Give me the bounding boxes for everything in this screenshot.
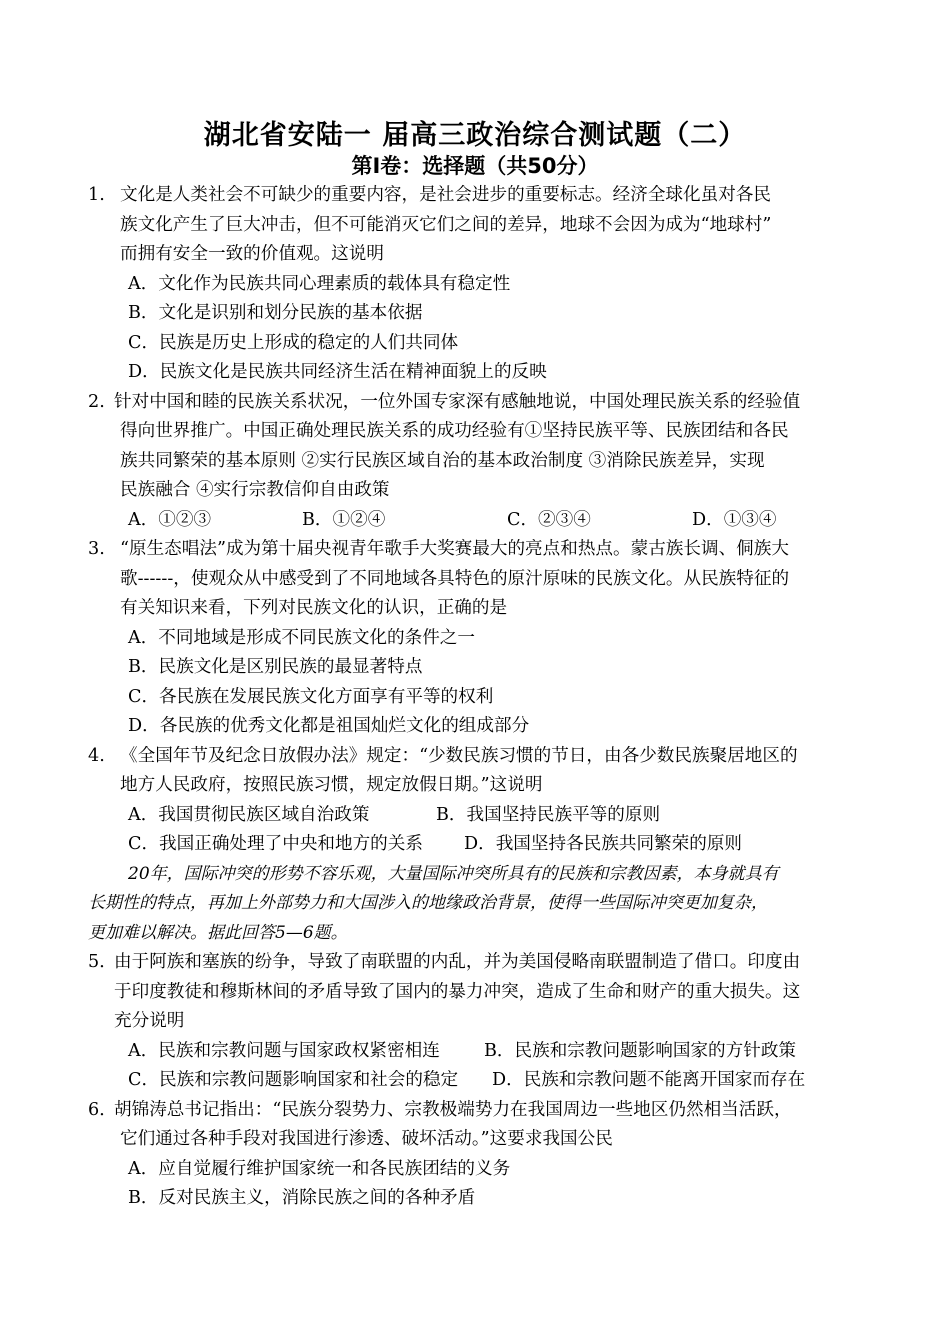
question-4-line-1 [0,742,950,772]
option-a: A．我国贯彻民族区域自治政策 [128,804,370,825]
passage-line-1 [0,860,950,890]
passage-text: 20年，国际冲突的形势不容乐观，大量国际冲突所具有的民族和宗教因素，本身就具有 [128,863,779,884]
question-5-options-row-1 [0,1037,950,1067]
question-1-option-d [0,358,950,388]
question-1-option-c [0,329,950,359]
question-number: 3. [88,539,105,559]
question-3-line-3 [0,594,950,624]
question-text: 得向世界推广。中国正确处理民族关系的成功经验有①坚持民族平等、民族团结和各民 [120,421,789,441]
passage-line-3 [0,919,950,949]
question-6-line-1 [0,1096,950,1126]
question-3-option-b [0,653,950,683]
question-1-line-2 [0,211,950,241]
question-1-option-b [0,299,950,329]
option-d: D．我国坚持各民族共同繁荣的原则 [464,834,743,854]
question-4-options-row-1 [0,801,950,831]
question-text: 民族融合 ④实行宗教信仰自由政策 [120,480,390,500]
question-text: 它们通过各种手段对我国进行渗透、破坏活动。”这要求我国公民 [120,1129,613,1149]
page-title: 湖北省安陆一 届高三政治综合测试题（二） [203,120,747,151]
question-6-option-a [0,1155,950,1185]
passage-text: 更加难以解决。据此回答5—6题。 [88,922,348,943]
question-text: 族文化产生了巨大冲击，但不可能消灭它们之间的差异，地球不会因为成为“地球村” [120,214,772,235]
question-text: 《全国年节及纪念日放假办法》规定：“少数民族习惯的节日，由各少数民族聚居地区的 [120,745,798,766]
passage-line-2 [0,889,950,919]
question-text: 有关知识来看，下列对民族文化的认识，正确的是 [120,598,508,618]
option-text: B．民族文化是区别民族的最显著特点 [128,657,423,677]
question-2-line-3 [0,447,950,477]
question-3-option-d [0,712,950,742]
exam-content [0,181,950,1214]
option-c: C．我国正确处理了中央和地方的关系 [128,834,423,854]
question-5-line-2 [0,978,950,1008]
option-c: C．民族和宗教问题影响国家和社会的稳定 [128,1070,459,1090]
question-number: 2. [88,391,105,412]
option-d: D．①③④ [692,509,777,530]
question-3-line-2 [0,565,950,595]
option-a: A．①②③ [128,509,212,530]
question-text: 而拥有安全一致的价值观。这说明 [120,244,384,264]
section-title: 第Ⅰ卷：选择题（共50分） [351,154,599,178]
option-b: B．民族和宗教问题影响国家的方针政策 [484,1040,797,1061]
question-number: 6． [88,1099,117,1120]
option-text: C．各民族在发展民族文化方面享有平等的权利 [128,686,494,707]
option-text: C．民族是历史上形成的稳定的人们共同体 [128,332,459,353]
question-text: “原生态唱法”成为第十届央视青年歌手大奖赛最大的亮点和热点。蒙古族长调、侗族大 [120,539,789,559]
passage-text: 长期性的特点，再加上外部势力和大国涉入的地缘政治背景，使得一些国际冲突更加复杂， [88,893,768,913]
option-text: A．应自觉履行维护国家统一和各民族团结的义务 [128,1158,511,1179]
option-c: C．②③④ [507,509,591,530]
question-text: 文化是人类社会不可缺少的重要内容，是社会进步的重要标志。经济全球化虽对各民 [120,185,771,205]
question-text: 由于阿族和塞族的纷争，导致了南联盟的内乱，并为美国侵略南联盟制造了借口。印度由 [114,952,801,972]
question-number: 4. [88,745,105,766]
question-number: 5． [88,952,117,972]
question-6-option-b [0,1184,950,1214]
question-2-line-4 [0,476,950,506]
question-3-line-1 [0,535,950,565]
question-1-line-1 [0,181,950,211]
question-3-option-a [0,624,950,654]
question-4-line-2 [0,771,950,801]
question-text: 胡锦涛总书记指出：“民族分裂势力、宗教极端势力在我国周边一些地区仍然相当活跃， [114,1099,792,1120]
question-2-line-1 [0,388,950,418]
option-b: B．我国坚持民族平等的原则 [436,804,661,825]
question-text: 充分说明 [114,1011,185,1031]
question-number: 1. [88,185,105,205]
question-text: 族共同繁荣的基本原则 ②实行民族区域自治的基本政治制度 ③消除民族差异，实现 [120,450,765,471]
option-b: B．①②④ [302,509,386,530]
question-2-line-2 [0,417,950,447]
question-5-line-1 [0,948,950,978]
question-5-line-3 [0,1007,950,1037]
option-text: B．文化是识别和划分民族的基本依据 [128,303,423,323]
question-1-option-a [0,270,950,300]
question-4-options-row-2 [0,830,950,860]
option-text: D．各民族的优秀文化都是祖国灿烂文化的组成部分 [128,716,530,736]
question-3-option-c [0,683,950,713]
question-text: 针对中国和睦的民族关系状况，一位外国专家深有感触地说，中国处理民族关系的经验值 [114,391,801,412]
option-d: D．民族和宗教问题不能离开国家而存在 [492,1070,806,1090]
option-text: A．文化作为民族共同心理素质的载体具有稳定性 [128,273,511,294]
question-text: 地方人民政府，按照民族习惯，规定放假日期。”这说明 [120,775,543,795]
question-5-options-row-2 [0,1066,950,1096]
question-2-options [0,506,950,536]
question-text: 歌------，使观众从中感受到了不同地域各具特色的原汁原味的民族文化。从民族特征的 [120,568,790,589]
option-a: A．民族和宗教问题与国家政权紧密相连 [128,1040,440,1061]
option-text: A．不同地域是形成不同民族文化的条件之一 [128,627,475,648]
question-6-line-2 [0,1125,950,1155]
option-text: D．民族文化是民族共同经济生活在精神面貌上的反映 [128,362,547,382]
option-text: B．反对民族主义，消除民族之间的各种矛盾 [128,1188,476,1208]
question-1-line-3 [0,240,950,270]
question-text: 于印度教徒和穆斯林间的矛盾导致了国内的暴力冲突，造成了生命和财产的重大损失。这 [114,981,801,1002]
